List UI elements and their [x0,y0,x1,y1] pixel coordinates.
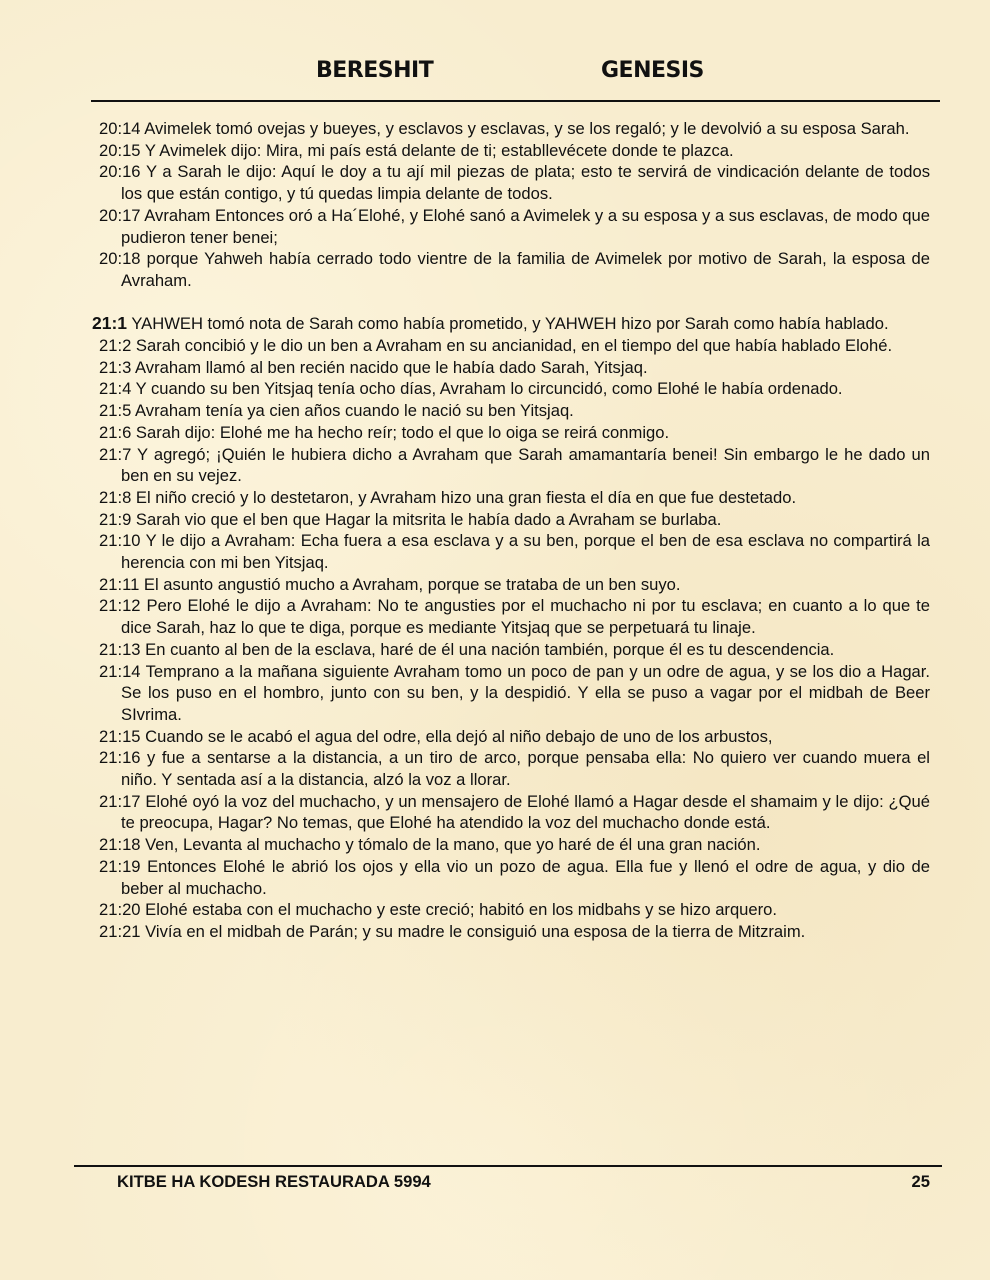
verse-list [92,118,930,943]
verse-ref: 21:10 [99,531,141,551]
verse-text: Elohé oyó la voz del muchacho, y un mensajero de Elohé llamó a Hagar desde el shamaim y le dijo: ¿Qué te preocupa, Hagar? No temas, que Elohé ha atendido la voz del muchacho donde está. [121,791,930,833]
footer-divider [74,1165,942,1167]
verse-item [92,639,930,661]
verse-text: y fue a sentarse a la distancia, a un tiro de arco, porque pensaba ella: No quiero ver cuando muera el niño. Y sentada así a la distancia, alzó la voz a llorar. [121,748,930,790]
verse-item [92,378,930,400]
verse-text: Sarah vio que el ben que Hagar la mitsrita le había dado a Avraham se burlaba. [135,509,722,529]
verse-text: Elohé estaba con el muchacho y este creció; habitó en los midbahs y se hizo arquero. [145,900,778,920]
verse-ref: 21:5 [99,401,132,421]
chapter-start-verse [92,313,930,335]
verse-ref: 20:18 [99,249,141,269]
verse-text: Avraham Entonces oró a Ha´Elohé, y Elohé sanó a Avimelek y a su esposa y a sus esclavas, de modo que pudieron tener benei; [121,205,930,247]
verse-ref: 21:8 [99,487,132,507]
verse-item [92,921,930,943]
verse-item [92,487,930,509]
page-header [0,58,990,90]
verse-ref: 21:12 [99,596,141,616]
verse-item [92,161,930,204]
verse-item [92,899,930,921]
verse-text: El asunto angustió mucho a Avraham, porque se trataba de un ben suyo. [143,574,681,594]
verse-item [92,205,930,248]
verse-text: YAHWEH tomó nota de Sarah como había prometido, y YAHWEH hizo por Sarah como había hablado. [131,314,889,334]
verse-text: Y a Sarah le dijo: Aquí le doy a tu ají mil piezas de plata; esto te servirá de vindicación delante de todos los que están contigo, y tú quedas limpia delante de todos. [121,162,930,204]
verse-ref: 21:21 [99,922,141,941]
verse-item [92,834,930,856]
verse-ref: 21:18 [99,835,141,855]
verse-ref: 21:4 [99,379,132,399]
verse-ref: 20:15 [99,140,141,160]
verse-text: porque Yahweh había cerrado todo vientre de la familia de Avimelek por motivo de Sarah, la esposa de Avraham. [121,249,930,290]
verse-ref: 20:14 [99,119,141,138]
verse-ref: 21:19 [99,856,141,876]
verse-text: Entonces Elohé le abrió los ojos y ella vio un pozo de agua. Ella fue y llenó el odre de agua, y dio de beber al muchacho. [121,856,930,898]
verse-ref: 20:16 [99,162,141,182]
verse-ref: 21:6 [99,422,132,442]
verse-text: Ven, Levanta al muchacho y tómalo de la mano, que yo haré de él una gran nación. [145,835,761,855]
verse-item [92,335,930,357]
verse-item [92,140,930,162]
book-title-hebrew: BERESHIT [316,58,434,83]
verse-text: Cuando se le acabó el agua del odre, ella dejó al niño debajo de uno de los arbustos, [145,726,773,746]
verse-ref: 21:13 [99,639,141,659]
verse-item [92,574,930,596]
verse-ref: 21:11 [99,574,140,594]
verse-ref: 21:15 [99,726,141,746]
verse-ref: 21:20 [99,900,141,920]
verse-ref: 21:3 [99,357,132,377]
verse-item [92,530,930,573]
verse-text: Y cuando su ben Yitsjaq tenía ocho días, Avraham lo circuncidó, como Elohé le había ordenado. [135,379,843,399]
verse-item [92,791,930,834]
verse-ref: 21:9 [99,509,132,529]
verse-text: Sarah concibió y le dio un ben a Avraham en su ancianidad, en el tiempo del que había hablado Elohé. [135,336,893,356]
verse-text: Y agregó; ¡Quién le hubiera dicho a Avraham que Sarah amamantaría benei! Sin embargo le he dado un ben en su vejez. [121,444,931,486]
verse-ref: 21:2 [99,336,132,356]
verse-item [92,509,930,531]
page-number: 25 [911,1172,930,1191]
verse-text: El niño creció y lo destetaron, y Avraham hizo una gran fiesta el día en que fue destetado. [135,487,797,507]
verse-ref: 21:17 [99,791,141,811]
verse-text: Temprano a la mañana siguiente Avraham tomo un poco de pan y un odre de agua, y se los dio a Hagar. Se los puso en el hombro, junto con su ben, y la despidió. Y ella se puso a vagar por el midbah de Beer SIvrima. [121,661,930,724]
verse-item [92,400,930,422]
verse-text: Avraham tenía ya cien años cuando le nació su ben Yitsjaq. [135,401,574,421]
verse-text: Sarah dijo: Elohé me ha hecho reír; todo el que lo oiga se reirá conmigo. [135,422,670,442]
verse-text: En cuanto al ben de la esclava, haré de él una nación también, porque él es tu descendencia. [145,639,835,659]
verse-text: Avraham llamó al ben recién nacido que le había dado Sarah, Yitsjaq. [135,357,648,377]
verse-item [92,444,930,487]
verse-ref: 21:7 [99,444,132,464]
verse-text: Pero Elohé le dijo a Avraham: No te angusties por el muchacho ni por tu esclava; en cuanto a lo que te dice Sarah, haz lo que te diga, porque es mediante Yitsjaq que se perpetuará tu linaje. [121,596,930,638]
verse-text: Avimelek tomó ovejas y bueyes, y esclavos y esclavas, y se los regaló; y le devolvió a su esposa Sarah. [144,119,910,138]
book-title-spanish: GENESIS [601,58,704,83]
verse-item [92,248,930,291]
verse-ref: 20:17 [99,205,141,225]
verse-text: Y Avimelek dijo: Mira, mi país está delante de ti; establlevécete donde te plazca. [144,140,734,160]
verse-text: Vivía en el midbah de Parán; y su madre le consiguió una esposa de la tierra de Mitzraim. [145,922,806,941]
footer-title: KITBE HA KODESH RESTAURADA 5994 [117,1172,431,1191]
verse-ref: 21:16 [99,748,141,768]
verse-ref: 21:14 [99,661,141,681]
header-divider [91,100,940,102]
verse-item [92,422,930,444]
verse-item [92,357,930,379]
verse-item [92,118,930,140]
verse-item [92,856,930,899]
chapter-verse-ref: 21:1 [92,313,128,334]
verse-item [92,747,930,790]
verse-item [92,726,930,748]
verse-text: Y le dijo a Avraham: Echa fuera a esa esclava y a su ben, porque el ben de esa esclava no compartirá la herencia con mi ben Yitsjaq. [121,531,931,573]
verse-item [92,595,930,638]
verse-item [92,661,930,726]
